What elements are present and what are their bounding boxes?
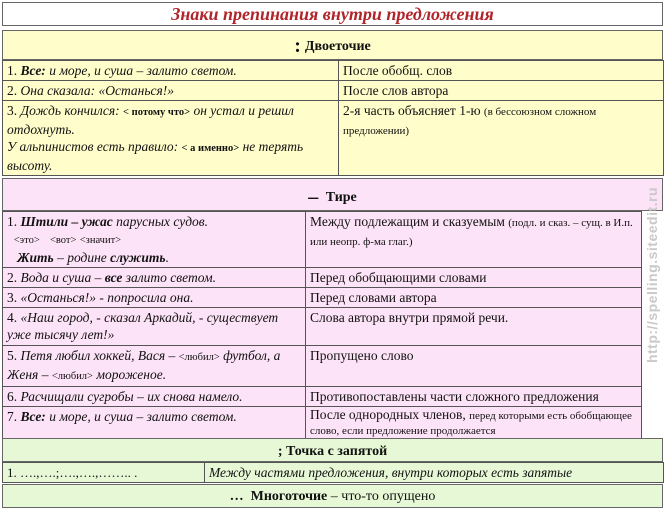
- colon-rule-2: После слов автора: [339, 81, 664, 101]
- dash-rule-1: Между подлежащим и сказуемым (подл. и сказ. – сущ. в И.п. или неопр. ф-ма глаг.): [306, 212, 642, 268]
- dash-example-7: 7. Все: и море, и суша – залито светом.: [3, 407, 306, 440]
- dash-header: [2, 178, 663, 211]
- ellipsis-header-label: Многоточие: [250, 489, 328, 504]
- table-row: [3, 268, 642, 288]
- dash-example-1: 1. Штили – ужас парусных судов. <это> <вот> <значит> Жить – родине служить.: [3, 212, 306, 268]
- colon-table: [2, 60, 664, 176]
- dash-rule-7: После однородных членов, перед которыми есть обобщающее слово, если предложение продолжается: [306, 407, 642, 440]
- colon-example-2: 2. Она сказала: «Останься!»: [3, 81, 339, 101]
- dash-table: [2, 211, 642, 440]
- table-row: [3, 346, 642, 387]
- table-row: [3, 212, 642, 268]
- table-row: [3, 101, 664, 176]
- ellipsis-rule: – что-то опущено: [327, 489, 436, 504]
- table-row: [3, 288, 642, 308]
- table-row: [3, 387, 642, 407]
- table-row: [3, 81, 664, 101]
- colon-header: [2, 30, 663, 60]
- semicolon-table: [2, 462, 664, 483]
- table-row: [3, 308, 642, 346]
- table-row: [3, 407, 642, 440]
- semicolon-header-label: Точка с запятой: [286, 444, 388, 459]
- dash-rule-4: Слова автора внутри прямой речи.: [306, 308, 642, 346]
- dash-example-2: 2. Вода и суша – все залито светом.: [3, 268, 306, 288]
- dash-example-6: 6. Расчищали сугробы – их снова намело.: [3, 387, 306, 407]
- semicolon-header: [2, 438, 663, 462]
- semicolon-example: 1. ….,….;….,….,…….. .: [3, 463, 205, 483]
- dash-rule-2: Перед обобщающими словами: [306, 268, 642, 288]
- dash-example-5: 5. Петя любил хоккей, Вася – <любил> футбол, а Женя – <любил> мороженое.: [3, 346, 306, 387]
- colon-rule-1: После обобщ. слов: [339, 61, 664, 81]
- colon-example-3: 3. Дождь кончился: < потому что> он устал и решил отдохнуть. У альпинистов есть правило: < а именно> не терять высоту.: [3, 101, 339, 176]
- dash-rule-6: Противопоставлены части сложного предложения: [306, 387, 642, 407]
- dash-header-label: Тире: [325, 190, 357, 205]
- page-title: Знаки препинания внутри предложения: [2, 2, 663, 26]
- semicolon-rule: Между частями предложения, внутри которых есть запятые: [205, 463, 664, 483]
- ellipsis-symbol: …: [229, 489, 244, 504]
- dash-example-4: 4. «Наш город, - сказал Аркадий, - существует уже тысячу лет!»: [3, 308, 306, 346]
- table-row: [3, 463, 664, 483]
- dash-example-3: 3. «Останься!» - попросила она.: [3, 288, 306, 308]
- dash-rule-5: Пропущено слово: [306, 346, 642, 387]
- site-watermark: http://spelling.siteedit.ru: [644, 186, 660, 364]
- colon-symbol: :: [294, 35, 301, 57]
- semicolon-symbol: ;: [277, 444, 283, 459]
- colon-example-1: 1. Все: и море, и суша – залито светом.: [3, 61, 339, 81]
- colon-header-label: Двоеточие: [304, 39, 371, 54]
- dash-rule-3: Перед словами автора: [306, 288, 642, 308]
- table-row: [3, 61, 664, 81]
- dash-symbol: –: [308, 186, 319, 208]
- ellipsis-row: [2, 484, 663, 508]
- colon-rule-3: 2-я часть объясняет 1-ю (в бессоюзном сложном предложении): [339, 101, 664, 176]
